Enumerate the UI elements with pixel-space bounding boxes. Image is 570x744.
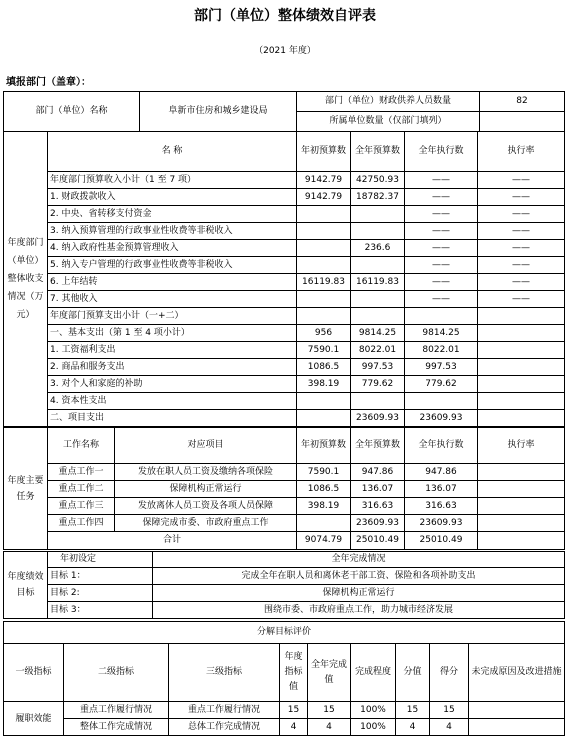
col-score-header: 得分	[430, 644, 469, 702]
row-exec	[405, 308, 478, 325]
row-rate: ——	[478, 172, 565, 189]
row-name: 1. 工资福利支出	[48, 342, 297, 359]
row-name: 5. 纳入专户管理的行政事业性收费等非税收入	[48, 257, 297, 274]
row-initial	[297, 240, 351, 257]
row-reason	[469, 702, 565, 719]
task-work: 重点工作二	[48, 481, 115, 498]
staff-count-value: 82	[480, 92, 565, 112]
row-score-value: 4	[396, 719, 430, 736]
row-full: 42750.93	[351, 172, 405, 189]
col-rate-header: 执行率	[478, 132, 565, 172]
decomp-title: 分解目标评价	[4, 622, 565, 644]
task-full: 136.07	[351, 481, 405, 498]
row-initial: 398.19	[297, 376, 351, 393]
table-row	[4, 240, 565, 257]
row-exec: ——	[405, 223, 478, 240]
table-row	[4, 291, 565, 308]
col-l2-header: 二级指标	[64, 644, 169, 702]
filler-label: 填报部门（盖章）：	[6, 77, 91, 88]
table-row	[4, 223, 565, 240]
row-exec: ——	[405, 240, 478, 257]
goals-complete-header: 全年完成情况	[153, 552, 565, 568]
unit-count-label: 所属单位数量（仅部门填列）	[297, 112, 480, 132]
budget-section-label: 年度部门（单位）整体收支情况（万元）	[4, 132, 48, 427]
row-full: 9814.25	[351, 325, 405, 342]
row-initial	[297, 393, 351, 410]
goals-section-label: 年度绩效目标	[4, 552, 48, 619]
task-work: 重点工作四	[48, 515, 115, 532]
row-l2: 整体工作完成情况	[64, 719, 169, 736]
total-full: 25010.49	[351, 532, 405, 550]
task-initial: 1086.5	[297, 481, 351, 498]
row-full: 23609.93	[351, 410, 405, 427]
row-name: 2. 中央、省转移支付资金	[48, 206, 297, 223]
row-initial: 956	[297, 325, 351, 342]
table-row	[4, 172, 565, 189]
col-item-header: 对应项目	[115, 428, 297, 464]
table-row	[4, 602, 565, 619]
decomp-title-row	[4, 622, 565, 644]
row-rate	[478, 359, 565, 376]
col-name-header: 名 称	[48, 132, 297, 172]
task-initial: 398.19	[297, 498, 351, 515]
goals-table	[3, 551, 565, 619]
dept-name-value: 阜新市住房和城乡建设局	[140, 92, 297, 132]
row-name: 一、基本支出（第 1 至 4 项小计）	[48, 325, 297, 342]
row-rate	[478, 325, 565, 342]
row-initial: 7590.1	[297, 342, 351, 359]
row-rate: ——	[478, 291, 565, 308]
task-item: 发放在职人员工资及缴纳各项保险	[115, 464, 297, 481]
budget-header-row	[4, 132, 565, 172]
table-row	[4, 274, 565, 291]
row-rate: ——	[478, 206, 565, 223]
row-full: 16119.83	[351, 274, 405, 291]
row-full	[351, 257, 405, 274]
table-row	[4, 359, 565, 376]
task-full: 316.63	[351, 498, 405, 515]
table-row	[4, 393, 565, 410]
col-exec-header: 全年执行数	[405, 428, 478, 464]
dept-info-table	[3, 91, 565, 132]
row-score: 4	[430, 719, 469, 736]
row-name: 年度部门预算收入小计（1 至 7 项）	[48, 172, 297, 189]
total-initial: 9074.79	[297, 532, 351, 550]
col-l1-header: 一级指标	[4, 644, 64, 702]
task-work: 重点工作三	[48, 498, 115, 515]
table-row	[4, 342, 565, 359]
total-rate	[478, 532, 565, 550]
row-score: 15	[430, 702, 469, 719]
tasks-total-row	[4, 532, 565, 550]
budget-table	[3, 131, 565, 427]
task-rate	[478, 498, 565, 515]
row-initial: 1086.5	[297, 359, 351, 376]
row-exec: ——	[405, 274, 478, 291]
row-name: 6. 上年结转	[48, 274, 297, 291]
table-row	[4, 515, 565, 532]
row-name: 年度部门预算支出小计（一+二）	[48, 308, 297, 325]
task-initial	[297, 515, 351, 532]
tasks-header-row	[4, 428, 565, 464]
task-full: 23609.93	[351, 515, 405, 532]
decomp-header-row	[4, 644, 565, 702]
row-rate	[478, 308, 565, 325]
row-rate	[478, 393, 565, 410]
col-work-header: 工作名称	[48, 428, 115, 464]
row-full: 236.6	[351, 240, 405, 257]
table-row	[4, 498, 565, 515]
row-rate: ——	[478, 240, 565, 257]
row-done: 15	[308, 702, 351, 719]
task-item: 保障机构正常运行	[115, 481, 297, 498]
row-initial: 9142.79	[297, 189, 351, 206]
task-exec: 947.86	[405, 464, 478, 481]
table-row	[4, 585, 565, 602]
goals-header-row	[4, 552, 565, 568]
decomp-table	[3, 621, 565, 736]
row-degree: 100%	[351, 702, 396, 719]
task-rate	[478, 481, 565, 498]
row-rate	[478, 342, 565, 359]
staff-count-label: 部门（单位）财政供养人员数量	[297, 92, 480, 112]
table-row	[4, 719, 565, 736]
row-name: 4. 资本性支出	[48, 393, 297, 410]
row-name: 3. 对个人和家庭的补助	[48, 376, 297, 393]
row-exec: ——	[405, 206, 478, 223]
row-initial: 16119.83	[297, 274, 351, 291]
col-l3-header: 三级指标	[169, 644, 280, 702]
row-exec	[405, 393, 478, 410]
task-full: 947.86	[351, 464, 405, 481]
col-score-value-header: 分值	[396, 644, 430, 702]
page-title: 部门（单位）整体绩效自评表	[194, 8, 376, 24]
row-initial	[297, 291, 351, 308]
table-row	[4, 702, 565, 719]
row-full	[351, 206, 405, 223]
col-done-header: 全年完成值	[308, 644, 351, 702]
task-item: 保障完成市委、市政府重点工作	[115, 515, 297, 532]
table-row	[4, 257, 565, 274]
total-label: 合计	[48, 532, 297, 550]
row-exec: ——	[405, 189, 478, 206]
row-l3: 重点工作履行情况	[169, 702, 280, 719]
row-degree: 100%	[351, 719, 396, 736]
row-exec: 9814.25	[405, 325, 478, 342]
table-row	[4, 568, 565, 585]
col-degree-header: 完成程度	[351, 644, 396, 702]
row-full: 779.62	[351, 376, 405, 393]
row-initial	[297, 223, 351, 240]
table-row	[4, 308, 565, 325]
col-full-header: 全年预算数	[351, 428, 405, 464]
row-score-value: 15	[396, 702, 430, 719]
row-exec: 23609.93	[405, 410, 478, 427]
table-row	[4, 410, 565, 427]
table-row	[4, 206, 565, 223]
row-exec: ——	[405, 257, 478, 274]
report-year: （2021 年度）	[254, 46, 316, 56]
row-rate: ——	[478, 274, 565, 291]
row-exec: 997.53	[405, 359, 478, 376]
task-rate	[478, 515, 565, 532]
total-exec: 25010.49	[405, 532, 478, 550]
row-l2: 重点工作履行情况	[64, 702, 169, 719]
row-initial	[297, 257, 351, 274]
row-name: 4. 纳入政府性基金预算管理收入	[48, 240, 297, 257]
col-full-header: 全年预算数	[351, 132, 405, 172]
row-target: 4	[280, 719, 308, 736]
row-initial	[297, 206, 351, 223]
row-full: 997.53	[351, 359, 405, 376]
row-name: 1. 财政拨款收入	[48, 189, 297, 206]
goal-label: 目标 3：	[48, 602, 153, 619]
row-reason	[469, 719, 565, 736]
row-l3: 总体工作完成情况	[169, 719, 280, 736]
row-exec: 8022.01	[405, 342, 478, 359]
row-initial	[297, 410, 351, 427]
row-initial	[297, 308, 351, 325]
goal-value: 围绕市委、市政府重点工作，助力城市经济发展	[153, 602, 565, 619]
row-exec: ——	[405, 172, 478, 189]
row-name: 3. 纳入预算管理的行政事业性收费等非税收入	[48, 223, 297, 240]
table-row	[4, 481, 565, 498]
col-initial-header: 年初预算数	[297, 428, 351, 464]
row-rate: ——	[478, 257, 565, 274]
task-item: 发放离休人员工资及各项人员保障	[115, 498, 297, 515]
tasks-section-label: 年度主要任务	[4, 428, 48, 550]
goal-label: 目标 1：	[48, 568, 153, 585]
goal-label: 目标 2:	[48, 585, 153, 602]
task-rate	[478, 464, 565, 481]
row-initial: 9142.79	[297, 172, 351, 189]
table-row	[4, 189, 565, 206]
col-exec-header: 全年执行数	[405, 132, 478, 172]
row-exec: 779.62	[405, 376, 478, 393]
row-full	[351, 223, 405, 240]
row-target: 15	[280, 702, 308, 719]
row-rate	[478, 376, 565, 393]
task-exec: 316.63	[405, 498, 478, 515]
task-work: 重点工作一	[48, 464, 115, 481]
task-exec: 23609.93	[405, 515, 478, 532]
l1-label: 履职效能	[4, 702, 64, 736]
col-rate-header: 执行率	[478, 428, 565, 464]
task-exec: 136.07	[405, 481, 478, 498]
table-row	[4, 325, 565, 342]
goals-initial-header: 年初设定	[48, 552, 153, 568]
table-row	[4, 464, 565, 481]
col-initial-header: 年初预算数	[297, 132, 351, 172]
row-name: 二、项目支出	[48, 410, 297, 427]
row-name: 7. 其他收入	[48, 291, 297, 308]
col-target-header: 年度指标值	[280, 644, 308, 702]
row-exec: ——	[405, 291, 478, 308]
row-rate: ——	[478, 189, 565, 206]
row-full	[351, 393, 405, 410]
row-full: 8022.01	[351, 342, 405, 359]
goal-value: 完成全年在职人员和离休老干部工资、保险和各项补助支出	[153, 568, 565, 585]
row-done: 4	[308, 719, 351, 736]
row-rate	[478, 410, 565, 427]
row-full	[351, 308, 405, 325]
row-full	[351, 291, 405, 308]
table-row	[4, 376, 565, 393]
row-rate: ——	[478, 223, 565, 240]
dept-name-label: 部门（单位）名称	[4, 92, 140, 132]
row-full: 18782.37	[351, 189, 405, 206]
tasks-table	[3, 427, 565, 550]
col-reason-header: 未完成原因及改进措施	[469, 644, 565, 702]
row-name: 2. 商品和服务支出	[48, 359, 297, 376]
task-initial: 7590.1	[297, 464, 351, 481]
unit-count-value	[480, 112, 565, 132]
goal-value: 保障机构正常运行	[153, 585, 565, 602]
